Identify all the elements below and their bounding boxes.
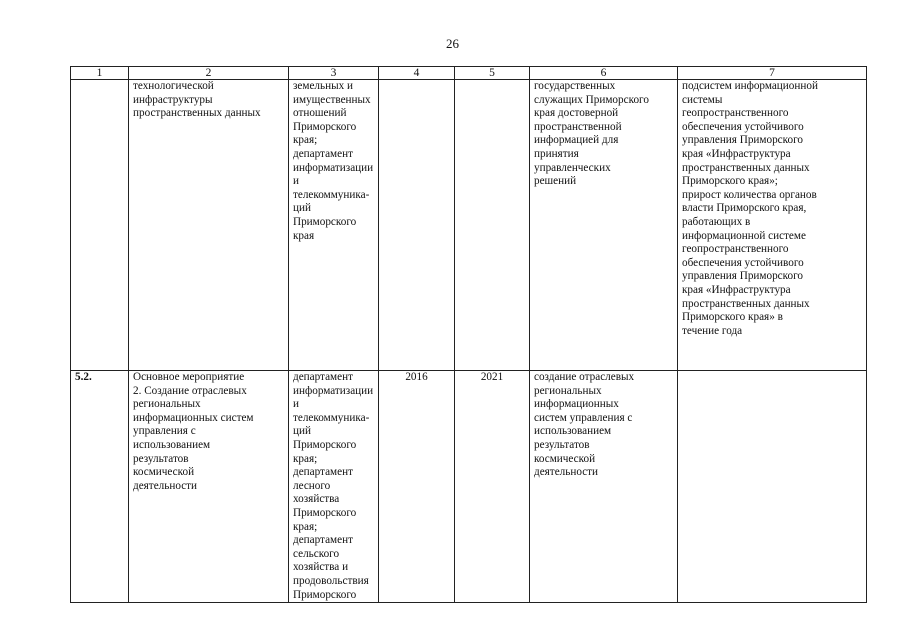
table-row: [71, 80, 867, 371]
start-year-cell: [379, 80, 455, 371]
activity-name-cell: Основное мероприятие 2. Создание отраслевых региональных информационных систем управления с использованием результатов космической деятельности: [129, 371, 289, 603]
header-cell-3: 3: [289, 67, 379, 80]
row-number-cell: 5.2.: [71, 371, 129, 603]
program-activities-table: [70, 66, 867, 603]
executors-cell: департамент информатизации и телекоммуника- ций Приморского края; департамент лесного хозяйства Приморского края; департамент сельского хозяйства и продовольствия Приморского: [289, 371, 379, 603]
table-row: [71, 371, 867, 603]
page-number: 26: [446, 36, 459, 51]
header-cell-6: 6: [530, 67, 678, 80]
header-cell-4: 4: [379, 67, 455, 80]
executors-cell: земельных и имущественных отношений Приморского края; департамент информатизации и телекоммуника- ций Приморского края: [289, 80, 379, 371]
header-cell-2: 2: [129, 67, 289, 80]
indicators-cell: подсистем информационной системы геопространственного обеспечения устойчивого управления Приморского края «Инфраструктура пространственных данных Приморского края»; прирост количества органов власти Приморского края, работающих в информационной системе геопространственного обеспечения устойчивого управления Приморского края «Инфраструктура пространственных данных Приморского края» в течение года: [678, 80, 867, 371]
header-cell-1: 1: [71, 67, 129, 80]
table-header-row: [71, 67, 867, 80]
end-year-cell: [455, 80, 530, 371]
header-cell-5: 5: [455, 67, 530, 80]
row-number-cell: [71, 80, 129, 371]
header-cell-7: 7: [678, 67, 867, 80]
end-year-cell: 2021: [455, 371, 530, 603]
indicators-cell: [678, 371, 867, 603]
activity-name-cell: технологической инфраструктуры пространственных данных: [129, 80, 289, 371]
start-year-cell: 2016: [379, 371, 455, 603]
expected-result-cell: создание отраслевых региональных информационных систем управления с использованием результатов космической деятельности: [530, 371, 678, 603]
expected-result-cell: государственных служащих Приморского края достоверной пространственной информацией для принятия управленческих решений: [530, 80, 678, 371]
